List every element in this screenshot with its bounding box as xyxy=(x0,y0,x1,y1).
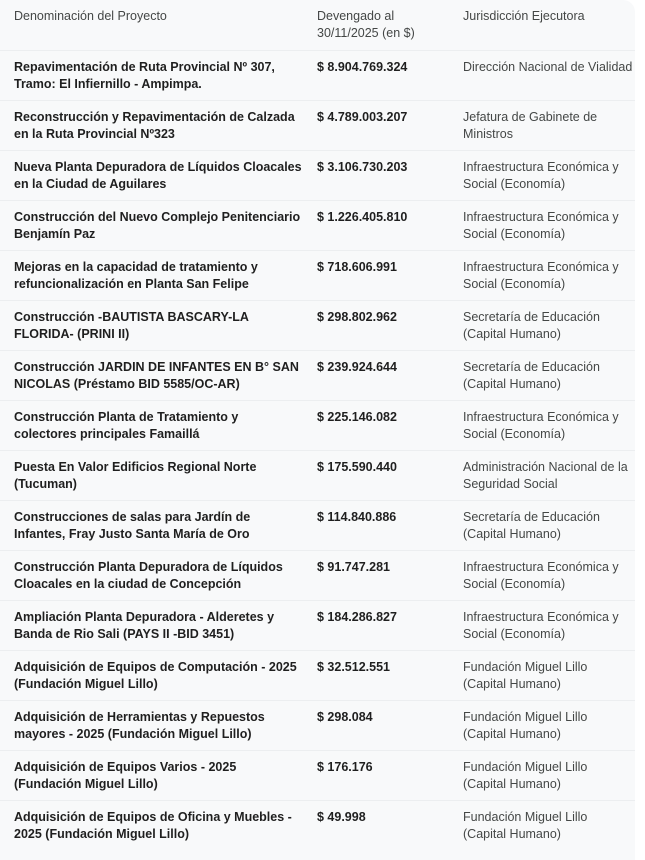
table-row xyxy=(0,600,635,650)
table-row xyxy=(0,300,635,350)
amount: $ 114.840.886 xyxy=(317,510,397,524)
project-name: Construcción -BAUTISTA BASCARY-LA FLORIDA- (PRINI II) xyxy=(14,310,249,341)
amount: $ 718.606.991 xyxy=(317,260,397,274)
jurisdiction: Infraestructura Económica y Social (Economía) xyxy=(463,260,619,291)
jurisdiction: Infraestructura Económica y Social (Economía) xyxy=(463,160,619,191)
header-amount: Devengado al 30/11/2025 (en $) xyxy=(317,9,415,40)
project-name: Mejoras en la capacidad de tratamiento y refuncionalización en Planta San Felipe xyxy=(14,260,258,291)
table-row xyxy=(0,500,635,550)
amount: $ 225.146.082 xyxy=(317,410,397,424)
project-name: Adquisición de Herramientas y Repuestos mayores - 2025 (Fundación Miguel Lillo) xyxy=(14,710,265,741)
amount: $ 184.286.827 xyxy=(317,610,397,624)
project-name: Puesta En Valor Edificios Regional Norte (Tucuman) xyxy=(14,460,257,491)
amount: $ 3.106.730.203 xyxy=(317,160,408,174)
project-name: Construcción JARDIN DE INFANTES EN B° SAN NICOLAS (Préstamo BID 5585/OC-AR) xyxy=(14,360,299,391)
header-jurisdiction: Jurisdicción Ejecutora xyxy=(463,9,585,23)
jurisdiction: Infraestructura Económica y Social (Economía) xyxy=(463,610,619,641)
project-name: Adquisición de Equipos de Computación - 2025 (Fundación Miguel Lillo) xyxy=(14,660,297,691)
project-name: Construcción Planta de Tratamiento y colectores principales Famaillá xyxy=(14,410,239,441)
table-row xyxy=(0,550,635,600)
amount: $ 91.747.281 xyxy=(317,560,390,574)
table-row xyxy=(0,700,635,750)
header-project: Denominación del Proyecto xyxy=(14,9,167,23)
amount: $ 175.590.440 xyxy=(317,460,397,474)
table-row xyxy=(0,250,635,300)
jurisdiction: Administración Nacional de la Seguridad Social xyxy=(463,460,628,491)
jurisdiction: Dirección Nacional de Vialidad xyxy=(463,60,633,74)
jurisdiction: Fundación Miguel Lillo (Capital Humano) xyxy=(463,760,588,791)
amount: $ 4.789.003.207 xyxy=(317,110,408,124)
table-row xyxy=(0,400,635,450)
table-row xyxy=(0,650,635,700)
project-name: Nueva Planta Depuradora de Líquidos Cloacales en la Ciudad de Aguilares xyxy=(14,160,302,191)
table-row xyxy=(0,450,635,500)
table-row xyxy=(0,150,635,200)
jurisdiction: Fundación Miguel Lillo (Capital Humano) xyxy=(463,710,588,741)
amount: $ 298.084 xyxy=(317,710,373,724)
amount: $ 49.998 xyxy=(317,810,366,824)
jurisdiction: Secretaría de Educación (Capital Humano) xyxy=(463,510,600,541)
jurisdiction: Jefatura de Gabinete de Ministros xyxy=(463,110,598,141)
project-name: Adquisición de Equipos de Oficina y Muebles - 2025 (Fundación Miguel Lillo) xyxy=(14,810,292,841)
table-row xyxy=(0,750,635,800)
project-name: Repavimentación de Ruta Provincial Nº 307, Tramo: El Infiernillo - Ampimpa. xyxy=(14,60,275,91)
table-row xyxy=(0,50,635,100)
project-name: Construcción Planta Depuradora de Líquidos Cloacales en la ciudad de Concepción xyxy=(14,560,283,591)
amount: $ 8.904.769.324 xyxy=(317,60,408,74)
table-row xyxy=(0,200,635,250)
project-name: Adquisición de Equipos Varios - 2025 (Fundación Miguel Lillo) xyxy=(14,760,237,791)
amount: $ 32.512.551 xyxy=(317,660,390,674)
project-name: Reconstrucción y Repavimentación de Calzada en la Ruta Provincial Nº323 xyxy=(14,110,295,141)
jurisdiction: Fundación Miguel Lillo (Capital Humano) xyxy=(463,810,588,841)
table-row xyxy=(0,100,635,150)
table-header xyxy=(0,0,635,50)
table-row xyxy=(0,350,635,400)
jurisdiction: Secretaría de Educación (Capital Humano) xyxy=(463,360,600,391)
amount: $ 239.924.644 xyxy=(317,360,397,374)
jurisdiction: Infraestructura Económica y Social (Economía) xyxy=(463,560,619,591)
project-name: Construcciones de salas para Jardín de Infantes, Fray Justo Santa María de Oro xyxy=(14,510,251,541)
jurisdiction: Infraestructura Económica y Social (Economía) xyxy=(463,410,619,441)
amount: $ 1.226.405.810 xyxy=(317,210,408,224)
amount: $ 176.176 xyxy=(317,760,373,774)
jurisdiction: Secretaría de Educación (Capital Humano) xyxy=(463,310,600,341)
project-name: Construcción del Nuevo Complejo Penitenciario Benjamín Paz xyxy=(14,210,301,241)
jurisdiction: Fundación Miguel Lillo (Capital Humano) xyxy=(463,660,588,691)
project-name: Ampliación Planta Depuradora - Alderetes y Banda de Rio Sali (PAYS II -BID 3451) xyxy=(14,610,275,641)
amount: $ 298.802.962 xyxy=(317,310,397,324)
jurisdiction: Infraestructura Económica y Social (Economía) xyxy=(463,210,619,241)
table-row xyxy=(0,800,635,850)
